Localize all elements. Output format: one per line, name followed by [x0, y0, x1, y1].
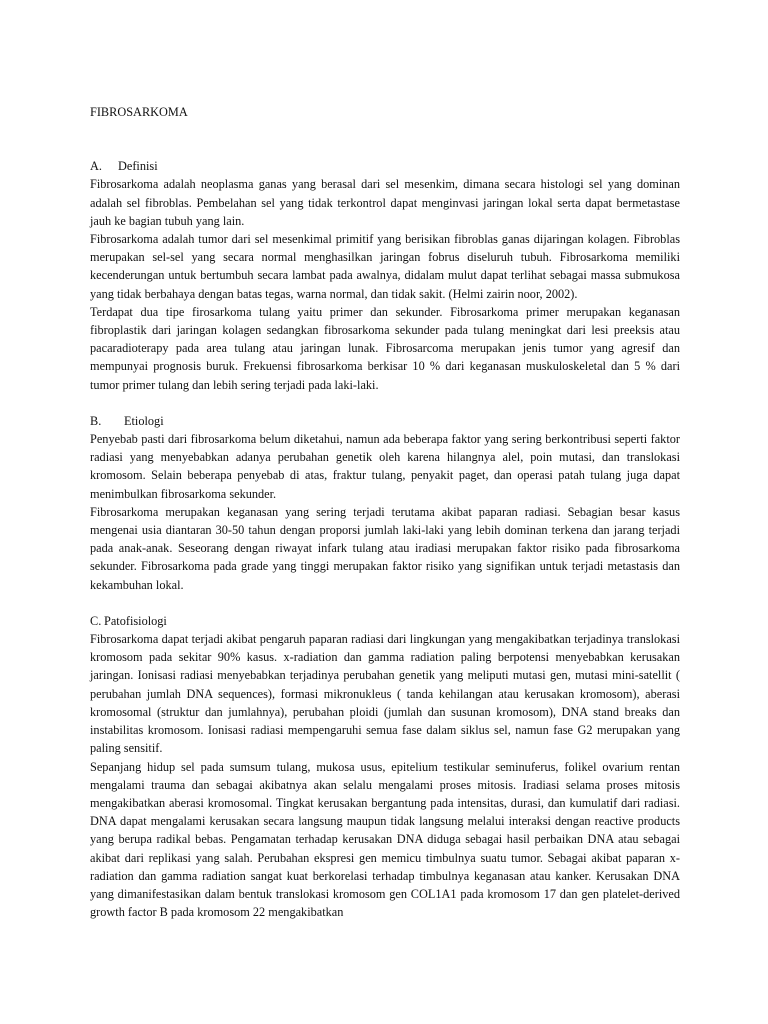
- paragraph: Fibrosarkoma adalah tumor dari sel mesenkimal primitif yang berisikan fibroblas ganas dijaringan kolagen. Fibroblas merupakan sel-sel yang secara normal menghasilkan jaringan fobrus diseluruh tubuh. Fibrosarkoma memiliki kecenderungan untuk bertumbuh secara lambat pada awalnya, didalam mulut dapat terlihat sebagai massa submukosa yang tidak berbahaya dengan batas tegas, warna normal, dan tidak sakit. (Helmi zairin noor, 2002).: [90, 232, 680, 301]
- paragraph: Fibrosarkoma dapat terjadi akibat pengaruh paparan radiasi dari lingkungan yang mengakibatkan terjadinya translokasi kromosom pada sekitar 90% kasus. x-radiation dan gamma radiation paling berpotensi menyebabkan kerusakan jaringan. Ionisasi radiasi menyebabkan terjadinya perubahan genetik yang meliputi mutasi gen, mutasi mini-satellit ( perubahan jumlah DNA sequences), formasi mikronukleus ( tanda kehilangan atau kerusakan kromosom), aberasi kromosomal (struktur dan jumlahnya), perubahan ploidi (jumlah dan susunan kromosom), DNA stand breaks dan instabilitas kromosom. Ionisasi radiasi mempengaruhi semua fase dalam siklus sel, namun fase G2 merupakan yang paling sensitif.: [90, 632, 680, 756]
- paragraph: Fibrosarkoma merupakan keganasan yang sering terjadi terutama akibat paparan radiasi. Sebagian besar kasus mengenai usia diantaran 30-50 tahun dengan proporsi jumlah laki-laki yang lebih dominan terkena dan jarang terjadi pada anak-anak. Seseorang dengan riwayat infark tulang atau iradiasi merupakan faktor risiko pada fibrosarkoma sekunder. Fibrosarkoma pada grade yang tinggi merupakan faktor risiko yang signifikan untuk terjadi metastasis dan kekambuhan lokal.: [90, 504, 680, 592]
- paragraph: Fibrosarkoma adalah neoplasma ganas yang berasal dari sel mesenkim, dimana secara histologi sel yang dominan adalah sel fibroblas. Pembelahan sel yang tidak terkontrol dapat menginvasi jaringan lokal serta dapat bermetastase jauh ke bagian tubuh yang lain.: [90, 177, 680, 228]
- section-number: B.: [90, 413, 102, 428]
- section-number: A.: [90, 159, 102, 174]
- section-etiologi: [90, 412, 680, 594]
- section-title: Definisi: [118, 159, 158, 174]
- section-heading: [90, 157, 680, 175]
- section-heading: [90, 612, 680, 630]
- section-heading: [90, 412, 680, 430]
- document-title: FIBROSARKOMA: [90, 105, 188, 119]
- section-patofisiologi: [90, 612, 680, 921]
- paragraph: Terdapat dua tipe firosarkoma tulang yaitu primer dan sekunder. Fibrosarkoma primer merupakan keganasan fibroplastik dari jaringan kolagen sedangkan fibrosarkoma sekunder pada tulang meningkat dari lesi preeksis atau pacaradioterapy pada area tulang atau jaringan lunak. Fibrosarcoma merupakan jenis tumor yang agresif dan mempunyai prognosis buruk. Frekuensi fibrosarkoma berkisar 10 % dari keganasan muskuloskeletal dan 5 % dari tumor primer tulang dan lebih sering terjadi pada laki-laki.: [90, 304, 680, 392]
- paragraph: Penyebab pasti dari fibrosarkoma belum diketahui, namun ada beberapa faktor yang sering berkontribusi seperti faktor radiasi yang menyebabkan adanya perubahan genetik oleh karena hilangnya alel, poin mutasi, dan translokasi kromosom. Selain beberapa penyebab di atas, fraktur tulang, penyakit paget, dan operasi patah tulang juga dapat menimbulkan fibrosarkoma sekunder.: [90, 432, 680, 501]
- section-definisi: [90, 157, 680, 394]
- document-body: [90, 103, 680, 921]
- section-title: Etiologi: [124, 413, 164, 428]
- paragraph: Sepanjang hidup sel pada sumsum tulang, mukosa usus, epitelium testikular seminuferus, folikel ovarium rentan mengalami trauma dan sebagai akibatnya akan selalu mengalami proses mitosis. Iradiasi selama proses mitosis mengakibatkan aberasi kromosomal. Tingkat kerusakan bergantung pada intensitas, durasi, dan kumulatif dari radiasi. DNA dapat mengalami kerusakan secara langsung maupun tidak langsung melalui interaksi dengan reactive products yang berupa radikal bebas. Pengamatan terhadap kerusakan DNA diduga sebagai hasil perbaikan DNA atau sebagai akibat dari replikasi yang salah. Perubahan ekspresi gen memicu timbulnya suatu tumor. Sebagai akibat paparan x-radiation dan gamma radiation sangat kuat berkorelasi terhadap timbulnya keganasan atau kanker. Kerusakan DNA yang dimanifestasikan dalam bentuk translokasi kromosom gen COL1A1 pada kromosom 17 dan gen platelet-derived growth factor B pada kromosom 22 mengakibatkan: [90, 759, 680, 920]
- section-title: Patofisiologi: [104, 613, 167, 628]
- section-number: C.: [90, 613, 102, 628]
